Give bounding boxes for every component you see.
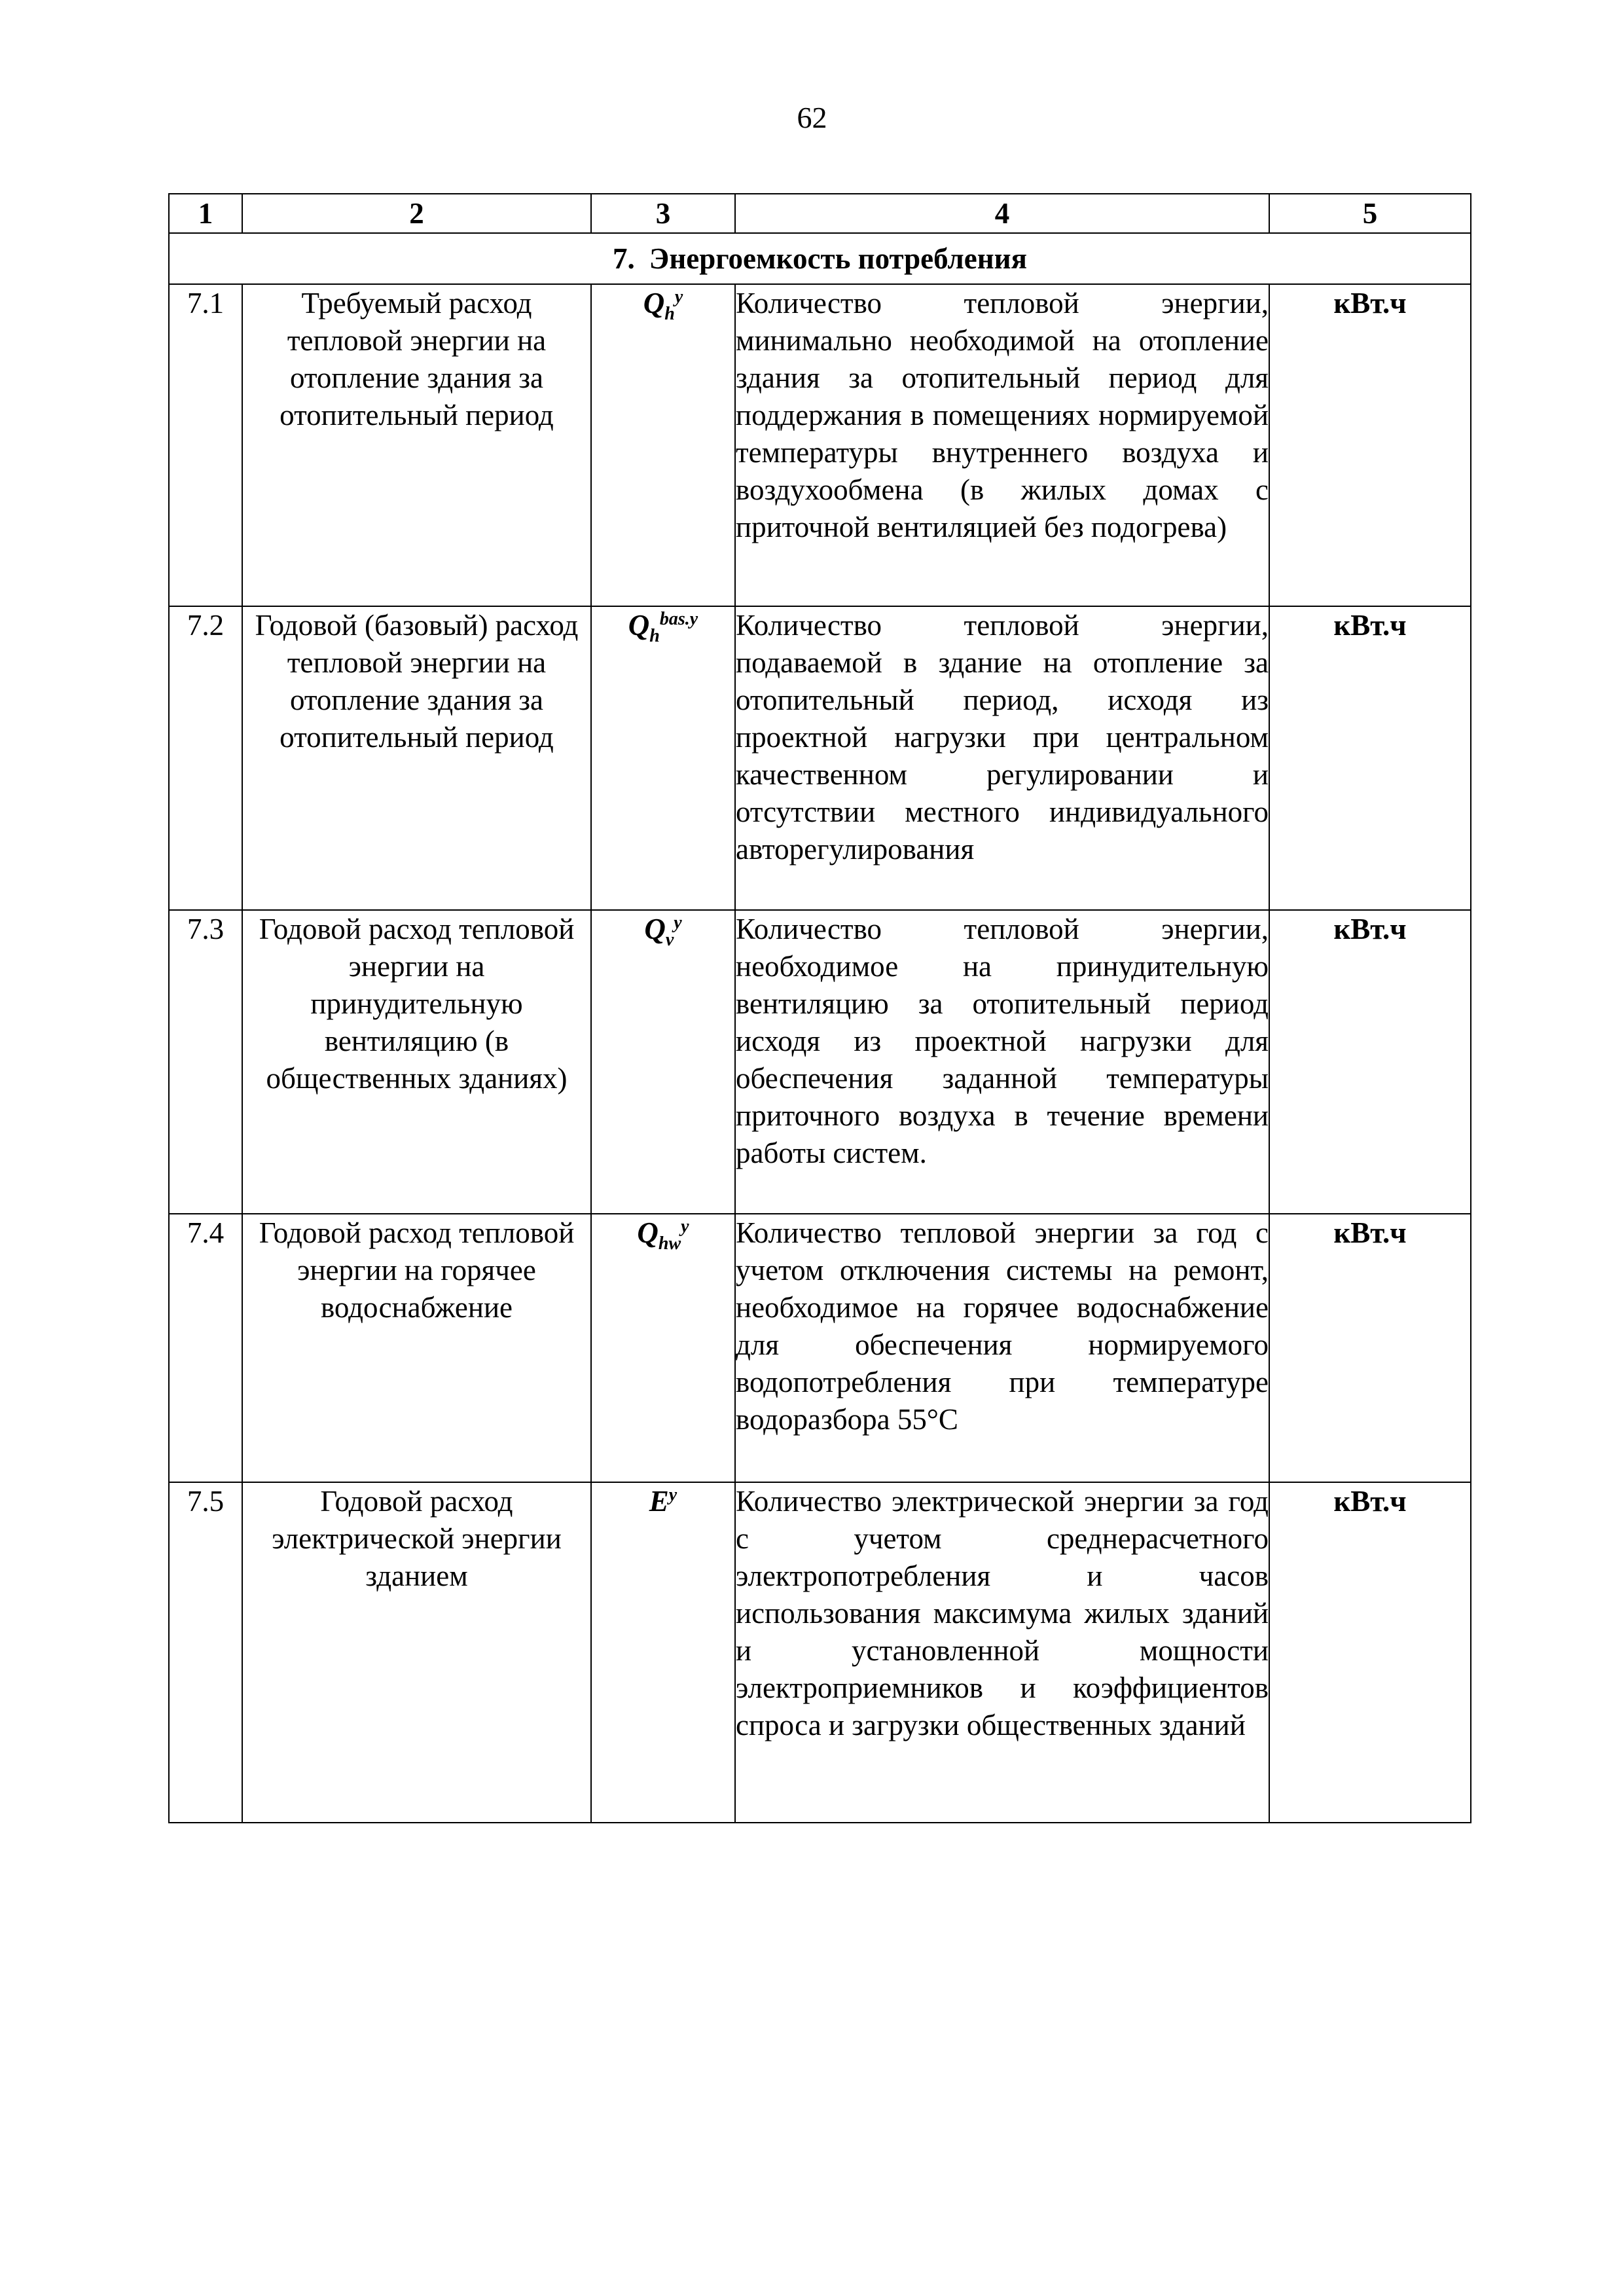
section-name: Энергоемкость потребления [649, 242, 1027, 275]
table-row [169, 910, 1471, 1214]
row-description: Количество тепловой энергии, необходимое на принудительную вентиляцию за отопительный период исходя из проектной нагрузки для обеспечения заданной температуры приточного воздуха в течение времени работы систем. [735, 910, 1269, 1214]
symbol-sup: y [681, 1216, 689, 1237]
symbol-sub: h [664, 304, 675, 324]
symbol-base: Q [643, 287, 665, 319]
row-name: Годовой расход тепловой энергии на горячее водоснабжение [242, 1214, 591, 1482]
section-row [169, 233, 1471, 284]
row-name: Годовой (базовый) расход тепловой энергии на отопление здания за отопительный период [242, 606, 591, 910]
row-symbol [591, 910, 735, 1214]
row-name: Годовой расход электрической энергии зданием [242, 1482, 591, 1823]
header-cell: 4 [735, 194, 1269, 233]
table-row [169, 606, 1471, 910]
header-cell: 3 [591, 194, 735, 233]
table-row [169, 284, 1471, 606]
symbol-base: Q [628, 609, 650, 642]
symbol-base: Q [637, 1216, 659, 1249]
header-cell: 2 [242, 194, 591, 233]
row-description: Количество электрической энергии за год с учетом среднерасчетного электропотребления и часов использования максимума жилых зданий и установленной мощности электроприемников и коэффициентов спроса и загрузки общественных зданий [735, 1482, 1269, 1823]
table-row [169, 1482, 1471, 1823]
row-unit: кВт.ч [1269, 606, 1471, 910]
section-title [169, 233, 1471, 284]
row-unit: кВт.ч [1269, 1214, 1471, 1482]
row-unit: кВт.ч [1269, 1482, 1471, 1823]
symbol-sup: y [668, 1485, 677, 1505]
header-row [169, 194, 1471, 233]
row-number: 7.4 [169, 1214, 242, 1482]
header-cell: 5 [1269, 194, 1471, 233]
symbol-sub: h [649, 626, 660, 646]
row-unit: кВт.ч [1269, 284, 1471, 606]
energy-table [168, 193, 1471, 1823]
row-number: 7.1 [169, 284, 242, 606]
symbol-sup: y [674, 913, 682, 933]
row-symbol [591, 1482, 735, 1823]
row-description: Количество тепловой энергии за год с учетом отключения системы на ремонт, необходимое на горячее водоснабжение для обеспечения нормируемого водопотребления при температуре водоразбора 55°С [735, 1214, 1269, 1482]
row-symbol [591, 606, 735, 910]
row-name: Требуемый расход тепловой энергии на отопление здания за отопительный период [242, 284, 591, 606]
row-description: Количество тепловой энергии, подаваемой в здание на отопление за отопительный период, исходя из проектной нагрузки при центральном качественном регулировании и отсутствии местного индивидуального авторегулирования [735, 606, 1269, 910]
symbol-base: E [649, 1485, 669, 1518]
symbol-sup: y [674, 287, 683, 307]
table-row [169, 1214, 1471, 1482]
header-cell: 1 [169, 194, 242, 233]
section-number: 7. [613, 242, 635, 275]
row-symbol [591, 1214, 735, 1482]
row-name: Годовой расход тепловой энергии на принудительную вентиляцию (в общественных зданиях) [242, 910, 591, 1214]
symbol-sub: hw [658, 1233, 681, 1254]
symbol-sub: v [665, 930, 674, 950]
row-number: 7.5 [169, 1482, 242, 1823]
row-description: Количество тепловой энергии, минимально необходимой на отопление здания за отопительный период для поддержания в помещениях нормируемой температуры внутреннего воздуха и воздухообмена (в жилых домах с приточной вентиляцией без подогрева) [735, 284, 1269, 606]
symbol-base: Q [644, 913, 666, 945]
row-number: 7.3 [169, 910, 242, 1214]
row-unit: кВт.ч [1269, 910, 1471, 1214]
row-number: 7.2 [169, 606, 242, 910]
page-number: 62 [797, 101, 827, 134]
row-symbol [591, 284, 735, 606]
symbol-sup: bas.y [659, 609, 698, 629]
